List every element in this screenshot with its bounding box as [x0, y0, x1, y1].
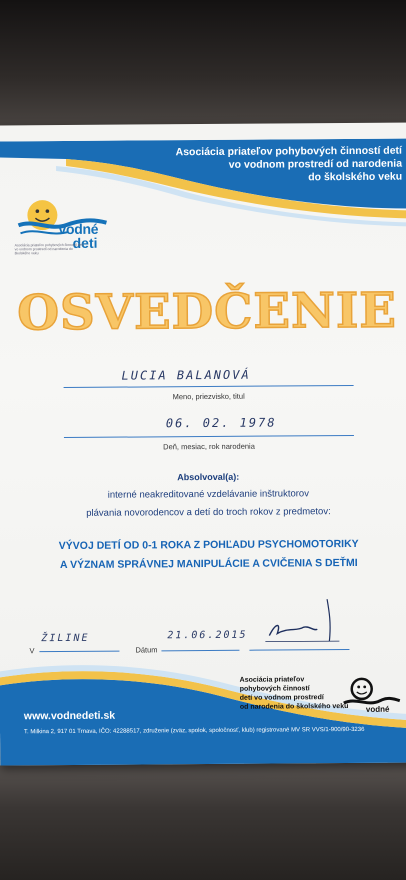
- holder-name-value: LUCIA BALANOVÁ: [121, 367, 251, 383]
- footer-website: www.vodnedeti.sk: [23, 709, 116, 723]
- birth-date-caption: Deň, mesiac, rok narodenia: [163, 441, 255, 452]
- stamp-text-line: Asociácia priateľov: [239, 676, 305, 684]
- stamp-text-line: pohybových činností: [239, 685, 310, 693]
- date-label: Dátum: [135, 645, 158, 655]
- birth-date-underline: [64, 435, 354, 438]
- organization-name-line: vo vodnom prostredí od narodenia: [228, 157, 403, 171]
- organization-name-line: Asociácia priateľov pohybových činností detí: [175, 144, 402, 159]
- date-value: 21.06.2015: [167, 629, 248, 642]
- course-subject-line: VÝVOJ DETÍ OD 0-1 ROKA Z POHĽADU PSYCHOMOTORIKY: [58, 537, 359, 553]
- organization-name-line: do školského veku: [308, 170, 403, 184]
- completed-label: Absolvoval(a):: [177, 471, 240, 483]
- stamp-text-line: detí vo vodnom prostredí: [239, 694, 324, 702]
- background-top: [0, 0, 406, 130]
- stamp-text-line: od narodenia do školského veku: [239, 703, 349, 711]
- logo-word-deti: deti: [72, 234, 98, 251]
- background-bottom: [0, 760, 406, 880]
- course-subject-line: A VÝZNAM SPRÁVNEJ MANIPULÁCIE A CVIČENIA S DEŤMI: [59, 556, 358, 572]
- course-intro-line: interné neakreditované vzdelávanie inštruktorov: [107, 488, 309, 501]
- footer-address: T. Milkina 2, 917 01 Trnava, IČO: 42288517, združenie (zväz, spolok, spoločnosť, klub) registrované MV SR VVS/1-900/90-3236: [23, 726, 365, 736]
- name-caption: Meno, priezvisko, titul: [172, 391, 245, 402]
- name-underline: [64, 385, 354, 388]
- place-prefix: V: [29, 646, 35, 656]
- course-intro-line: plávania novorodencov a detí do troch rokov z predmetov:: [86, 506, 331, 519]
- logo-word-vodne: vodné: [58, 220, 99, 238]
- birth-date-value: 06. 02. 1978: [165, 415, 277, 431]
- organization-name: [152, 145, 402, 186]
- stamp-text: [240, 675, 352, 712]
- organization-stamp: [232, 673, 406, 734]
- certificate-paper: [0, 123, 406, 766]
- course-intro: [0, 485, 406, 524]
- logo-tagline: Asociácia priateľov pohybových činností detí vo vodnom prostredí od narodenia do školského veku: [14, 242, 84, 256]
- stamp-logo-word: vodné: [365, 704, 390, 714]
- certificate-title: OSVEDČENIE: [17, 282, 398, 342]
- place-value: ŽILINE: [41, 632, 90, 645]
- course-subject: [0, 535, 406, 576]
